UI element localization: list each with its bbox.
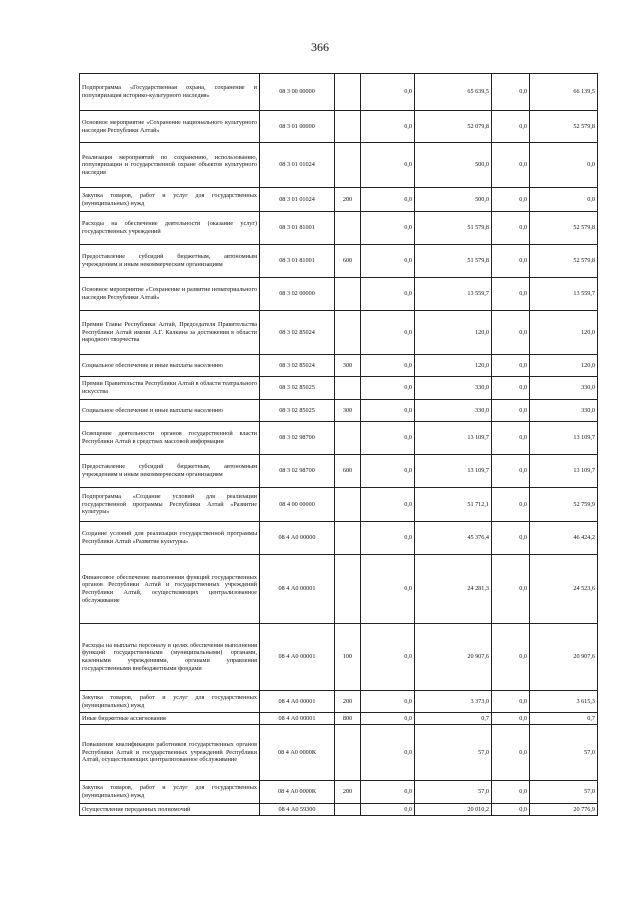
row-value-1-cell: 0,0 [361, 804, 415, 816]
row-value-2-cell: 13 109,7 [415, 455, 492, 488]
row-value-2-cell: 51 712,1 [415, 488, 492, 522]
row-value-1-cell: 0,0 [361, 522, 415, 555]
row-expense-type-cell [335, 804, 361, 816]
row-value-1-cell: 0,0 [361, 188, 415, 212]
row-value-1-cell: 0,0 [361, 713, 415, 725]
row-value-4-cell: 13 109,7 [530, 422, 598, 455]
table-row [80, 400, 598, 422]
row-expense-type-cell [335, 377, 361, 400]
row-code-cell: 08 4 А0 00000 [260, 522, 335, 555]
row-expense-type-cell [335, 111, 361, 143]
row-value-1-cell: 0,0 [361, 555, 415, 624]
row-code-cell: 08 4 А0 00001 [260, 713, 335, 725]
row-value-1-cell: 0,0 [361, 245, 415, 278]
budget-table-body [80, 74, 598, 816]
table-row [80, 522, 598, 555]
row-value-4-cell: 24 523,6 [530, 555, 598, 624]
table-row [80, 691, 598, 713]
row-code-cell: 08 3 00 00000 [260, 74, 335, 111]
row-value-4-cell: 330,0 [530, 377, 598, 400]
row-value-2-cell: 51 579,8 [415, 212, 492, 245]
table-row [80, 74, 598, 111]
row-expense-type-cell: 200 [335, 691, 361, 713]
row-code-cell: 08 3 01 00000 [260, 111, 335, 143]
row-name-cell: Предоставление субсидий бюджетным, автономным учреждениям и иным некоммерческим организациям [80, 245, 260, 278]
row-value-3-cell: 0,0 [492, 522, 530, 555]
row-name-cell: Осуществление переданных полномочий [80, 804, 260, 816]
row-value-3-cell: 0,0 [492, 725, 530, 781]
row-name-cell: Создание условий для реализации государственной программы Республики Алтай «Развитие культуры» [80, 522, 260, 555]
row-code-cell: 08 4 А0 00001 [260, 691, 335, 713]
row-value-2-cell: 57,0 [415, 781, 492, 804]
table-row [80, 143, 598, 188]
row-value-2-cell: 120,0 [415, 311, 492, 355]
row-value-2-cell: 45 376,4 [415, 522, 492, 555]
table-row [80, 245, 598, 278]
row-expense-type-cell [335, 488, 361, 522]
row-expense-type-cell [335, 311, 361, 355]
row-value-4-cell: 0,7 [530, 713, 598, 725]
row-value-2-cell: 0,7 [415, 713, 492, 725]
row-value-3-cell: 0,0 [492, 691, 530, 713]
row-code-cell: 08 4 00 00000 [260, 488, 335, 522]
row-value-1-cell: 0,0 [361, 455, 415, 488]
row-value-3-cell: 0,0 [492, 488, 530, 522]
row-expense-type-cell [335, 212, 361, 245]
row-expense-type-cell [335, 278, 361, 311]
row-expense-type-cell [335, 143, 361, 188]
row-value-2-cell: 57,0 [415, 725, 492, 781]
row-value-2-cell: 500,0 [415, 143, 492, 188]
row-expense-type-cell: 300 [335, 355, 361, 377]
table-row [80, 212, 598, 245]
row-value-4-cell: 20 907,6 [530, 624, 598, 691]
table-row [80, 355, 598, 377]
row-value-3-cell: 0,0 [492, 624, 530, 691]
row-name-cell: Премии Правительства Республики Алтай в области театрального искусства [80, 377, 260, 400]
row-value-3-cell: 0,0 [492, 781, 530, 804]
row-name-cell: Освещение деятельности органов государственной власти Республики Алтай в средствах массовой информации [80, 422, 260, 455]
row-code-cell: 08 3 01 81001 [260, 245, 335, 278]
row-expense-type-cell: 600 [335, 245, 361, 278]
page-number: 366 [311, 40, 329, 54]
row-value-3-cell: 0,0 [492, 804, 530, 816]
row-name-cell: Реализация мероприятий по сохранению, использованию, популяризации и государственной охране объектов культурного наследия [80, 143, 260, 188]
row-expense-type-cell: 300 [335, 400, 361, 422]
table-row [80, 311, 598, 355]
row-value-2-cell: 52 079,8 [415, 111, 492, 143]
row-code-cell: 08 3 02 00000 [260, 278, 335, 311]
row-value-1-cell: 0,0 [361, 488, 415, 522]
table-row [80, 804, 598, 816]
row-value-3-cell: 0,0 [492, 212, 530, 245]
row-name-cell: Подпрограмма «Государственная охрана, сохранение и популяризация историко-культурного наследия» [80, 74, 260, 111]
row-value-2-cell: 24 281,3 [415, 555, 492, 624]
row-value-1-cell: 0,0 [361, 422, 415, 455]
row-code-cell: 08 3 02 98700 [260, 455, 335, 488]
table-row [80, 624, 598, 691]
row-code-cell: 08 4 А0 59300 [260, 804, 335, 816]
row-value-1-cell: 0,0 [361, 624, 415, 691]
row-expense-type-cell [335, 522, 361, 555]
row-name-cell: Повышение квалификации работников государственных органов Республики Алтай и государственных учреждений Республики Алтай, осуществляющих централизованное обслуживание [80, 725, 260, 781]
table-row [80, 422, 598, 455]
row-name-cell: Закупка товаров, работ и услуг для государственных (муниципальных) нужд [80, 691, 260, 713]
row-value-3-cell: 0,0 [492, 278, 530, 311]
row-code-cell: 08 4 А0 00001 [260, 624, 335, 691]
row-code-cell: 08 3 02 85024 [260, 311, 335, 355]
row-value-3-cell: 0,0 [492, 74, 530, 111]
row-value-2-cell: 20 907,6 [415, 624, 492, 691]
table-row [80, 488, 598, 522]
table-row [80, 555, 598, 624]
row-value-1-cell: 0,0 [361, 781, 415, 804]
row-value-3-cell: 0,0 [492, 143, 530, 188]
row-name-cell: Подпрограмма «Создание условий для реализации государственной программы Республики Алтай «Развитие культуры» [80, 488, 260, 522]
row-code-cell: 08 3 01 81001 [260, 212, 335, 245]
row-value-4-cell: 13 109,7 [530, 455, 598, 488]
row-name-cell: Основное мероприятие «Сохранение и развитие нематериального наследия Республики Алтай» [80, 278, 260, 311]
row-code-cell: 08 3 02 98700 [260, 422, 335, 455]
row-name-cell: Финансовое обеспечение выполнения функций государственных органов Республики Алтай и государственных учреждений Республики Алтай, осуществляющих централизованное обслуживание [80, 555, 260, 624]
budget-table [79, 73, 598, 816]
row-code-cell: 08 3 01 01024 [260, 188, 335, 212]
row-name-cell: Расходы на выплаты персоналу в целях обеспечения выполнения функций государственными (муниципальными) органами, казенными учреждениями, органами управления государственными внебюджетными фондами [80, 624, 260, 691]
row-value-1-cell: 0,0 [361, 311, 415, 355]
row-code-cell: 08 4 А0 0000К [260, 781, 335, 804]
row-name-cell: Основное мероприятие «Сохранение национального культурного наследия Республики Алтай» [80, 111, 260, 143]
row-value-4-cell: 20 776,9 [530, 804, 598, 816]
row-value-3-cell: 0,0 [492, 400, 530, 422]
row-value-4-cell: 0,0 [530, 188, 598, 212]
row-value-4-cell: 52 579,8 [530, 245, 598, 278]
row-value-4-cell: 52 759,9 [530, 488, 598, 522]
row-code-cell: 08 3 02 85024 [260, 355, 335, 377]
row-code-cell: 08 3 02 85025 [260, 400, 335, 422]
row-value-3-cell: 0,0 [492, 422, 530, 455]
table-row [80, 455, 598, 488]
row-value-1-cell: 0,0 [361, 278, 415, 311]
row-value-1-cell: 0,0 [361, 691, 415, 713]
row-code-cell: 08 3 02 85025 [260, 377, 335, 400]
row-value-4-cell: 66 139,5 [530, 74, 598, 111]
row-value-3-cell: 0,0 [492, 455, 530, 488]
row-expense-type-cell [335, 555, 361, 624]
row-value-2-cell: 65 639,5 [415, 74, 492, 111]
row-name-cell: Социальное обеспечение и иные выплаты населению [80, 355, 260, 377]
row-value-4-cell: 120,0 [530, 311, 598, 355]
row-value-2-cell: 51 579,8 [415, 245, 492, 278]
row-value-2-cell: 120,0 [415, 355, 492, 377]
row-value-4-cell: 330,0 [530, 400, 598, 422]
row-expense-type-cell: 200 [335, 781, 361, 804]
row-value-3-cell: 0,0 [492, 245, 530, 278]
row-value-1-cell: 0,0 [361, 725, 415, 781]
table-row [80, 111, 598, 143]
row-code-cell: 08 4 А0 00001 [260, 555, 335, 624]
row-value-1-cell: 0,0 [361, 377, 415, 400]
row-value-2-cell: 330,0 [415, 400, 492, 422]
row-name-cell: Закупка товаров, работ и услуг для государственных (муниципальных) нужд [80, 781, 260, 804]
row-value-2-cell: 3 373,0 [415, 691, 492, 713]
row-value-4-cell: 0,0 [530, 143, 598, 188]
row-value-1-cell: 0,0 [361, 212, 415, 245]
row-value-1-cell: 0,0 [361, 74, 415, 111]
row-expense-type-cell: 800 [335, 713, 361, 725]
row-value-3-cell: 0,0 [492, 713, 530, 725]
row-value-1-cell: 0,0 [361, 400, 415, 422]
row-value-4-cell: 57,0 [530, 781, 598, 804]
table-row [80, 725, 598, 781]
row-value-2-cell: 330,0 [415, 377, 492, 400]
row-expense-type-cell [335, 74, 361, 111]
row-name-cell: Премии Главы Республики Алтай, Председателя Правительства Республики Алтай имени А.Г. Калкина за достижения в области народного творчества [80, 311, 260, 355]
table-row [80, 781, 598, 804]
row-value-4-cell: 13 559,7 [530, 278, 598, 311]
row-value-4-cell: 57,0 [530, 725, 598, 781]
row-name-cell: Социальное обеспечение и иные выплаты населению [80, 400, 260, 422]
row-value-2-cell: 13 559,7 [415, 278, 492, 311]
row-value-2-cell: 500,0 [415, 188, 492, 212]
table-row [80, 377, 598, 400]
row-value-1-cell: 0,0 [361, 355, 415, 377]
row-value-3-cell: 0,0 [492, 555, 530, 624]
row-value-2-cell: 20 010,2 [415, 804, 492, 816]
row-value-4-cell: 120,0 [530, 355, 598, 377]
row-value-4-cell: 52 579,8 [530, 212, 598, 245]
row-name-cell: Закупка товаров, работ и услуг для государственных (муниципальных) нужд [80, 188, 260, 212]
row-name-cell: Расходы на обеспечение деятельности (оказание услуг) государственных учреждений [80, 212, 260, 245]
row-expense-type-cell [335, 422, 361, 455]
row-expense-type-cell: 600 [335, 455, 361, 488]
table-row [80, 278, 598, 311]
row-value-3-cell: 0,0 [492, 355, 530, 377]
table-row [80, 188, 598, 212]
row-value-3-cell: 0,0 [492, 377, 530, 400]
row-code-cell: 08 4 А0 0000К [260, 725, 335, 781]
table-row [80, 713, 598, 725]
row-expense-type-cell [335, 725, 361, 781]
row-value-3-cell: 0,0 [492, 111, 530, 143]
row-code-cell: 08 3 01 01024 [260, 143, 335, 188]
row-value-1-cell: 0,0 [361, 143, 415, 188]
row-value-4-cell: 3 615,3 [530, 691, 598, 713]
row-value-1-cell: 0,0 [361, 111, 415, 143]
row-name-cell: Предоставление субсидий бюджетным, автономным учреждениям и иным некоммерческим организациям [80, 455, 260, 488]
row-value-3-cell: 0,0 [492, 188, 530, 212]
row-value-4-cell: 52 579,8 [530, 111, 598, 143]
row-value-4-cell: 46 424,2 [530, 522, 598, 555]
row-expense-type-cell: 100 [335, 624, 361, 691]
row-value-3-cell: 0,0 [492, 311, 530, 355]
row-name-cell: Иные бюджетные ассигнования [80, 713, 260, 725]
row-value-2-cell: 13 109,7 [415, 422, 492, 455]
row-expense-type-cell: 200 [335, 188, 361, 212]
